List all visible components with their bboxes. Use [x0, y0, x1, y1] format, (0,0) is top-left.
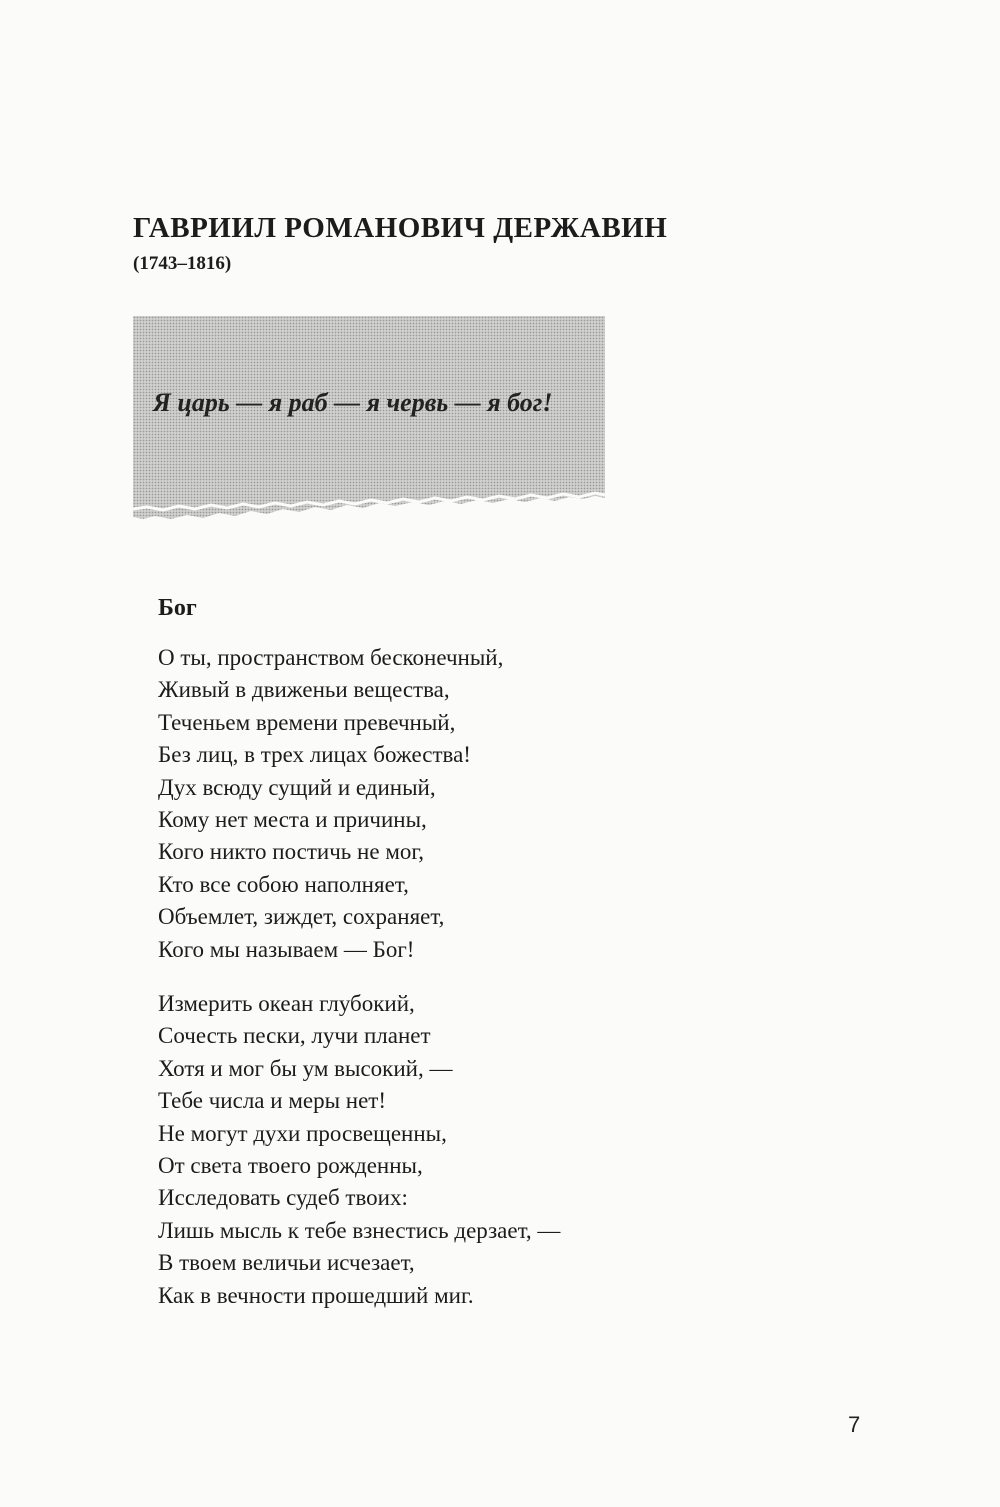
poem-line: О ты, пространством бесконечный, [158, 645, 504, 670]
stanza-2 [158, 988, 560, 1312]
poem-line: Кому нет места и причины, [158, 806, 427, 832]
epigraph-banner [133, 316, 605, 521]
poem-line: Теченьем времени превечный, [158, 709, 456, 735]
poem-line: Объемлет, зиждет, сохраняет, [158, 904, 445, 930]
epigraph-quote: Я царь — я раб — я червь — я бог! [153, 388, 553, 417]
poem-line: Дух всюду сущий и единый, [158, 774, 436, 800]
page-number: 7 [848, 1412, 861, 1437]
poem-line: Тебе числа и меры нет! [158, 1088, 387, 1114]
poem-line: Не могут духи просвещенны, [158, 1120, 447, 1146]
poem-line: Кого никто постичь не мог, [158, 839, 424, 865]
author-years: (1743–1816) [133, 253, 232, 274]
author-name: ГАВРИИЛ РОМАНОВИЧ ДЕРЖАВИН [133, 212, 668, 244]
poem-line: В твоем величьи исчезает, [158, 1250, 415, 1276]
poem-line: Кто все собою наполняет, [158, 871, 409, 897]
poem-line: Измерить океан глубокий, [158, 991, 415, 1016]
poem-line: Исследовать судеб твоих: [158, 1185, 408, 1211]
poem-line: Сочесть пески, лучи планет [158, 1023, 431, 1049]
poem-line: Лишь мысль к тебе взнестись дерзает, — [158, 1217, 561, 1243]
poem-line: Как в вечности прошедший миг. [158, 1282, 474, 1308]
stanza-1 [158, 642, 503, 966]
poem-line: Кого мы называем — Бог! [158, 936, 415, 962]
poem-line: От света твоего рожденны, [158, 1152, 423, 1178]
poem-line: Хотя и мог бы ум высокий, — [158, 1055, 453, 1081]
poem-line: Без лиц, в трех лицах божества! [158, 742, 471, 768]
poem-line: Живый в движеньи вещества, [158, 677, 450, 703]
poem-title: Бог [158, 595, 197, 621]
